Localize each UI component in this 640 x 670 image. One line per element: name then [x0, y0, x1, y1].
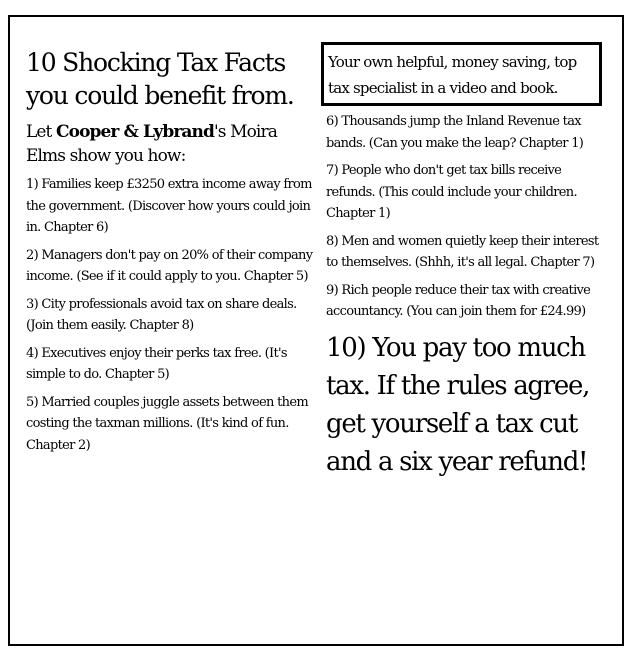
left-column [26, 46, 316, 462]
fact-3: 3) City professionals avoid tax on share deals. (Join them easily. Chapter 8) [26, 296, 297, 333]
headline-line-1: 10 Shocking Tax Facts [26, 48, 286, 77]
fact-4: 4) Executives enjoy their perks tax free. (It's simple to do. Chapter 5) [26, 345, 287, 382]
fact-1: 1) Families keep £3250 extra income away from the government. (Discover how yours could join in. Chapter 6) [26, 177, 312, 235]
company-name: Cooper & Lybrand [56, 122, 214, 142]
fact-7: 7) People who don't get tax bills receive refunds. (This could include your children. Chapter 1) [326, 163, 577, 221]
intro-suffix: 's Moira Elms show you how: [26, 122, 277, 166]
intro-prefix: Let [26, 122, 56, 142]
fact-9: 9) Rich people reduce their tax with creative accountancy. (You can join them for £24.99) [326, 282, 591, 319]
fact-2: 2) Managers don't pay on 20% of their company income. (See if it could apply to you. Chapter 5) [26, 247, 313, 284]
fact-10: 10) You pay too much tax. If the rules agree, get yourself a tax cut and a six year refund! [326, 332, 590, 477]
fact-5: 5) Married couples juggle assets between them costing the taxman millions. (It's kind of fun. Chapter 2) [26, 394, 308, 453]
fact-6: 6) Thousands jump the Inland Revenue tax bands. (Can you make the leap? Chapter 1) [326, 114, 584, 151]
headline [26, 46, 316, 112]
headline-line-2: you could benefit from. [26, 81, 294, 110]
fact-8: 8) Men and women quietly keep their interest to themselves. (Shhh, it's all legal. Chapter 7) [326, 233, 599, 270]
boxed-callout: Your own helpful, money saving, top tax specialist in a video and book. [321, 42, 602, 106]
intro-text [26, 120, 316, 168]
right-column [326, 42, 610, 481]
